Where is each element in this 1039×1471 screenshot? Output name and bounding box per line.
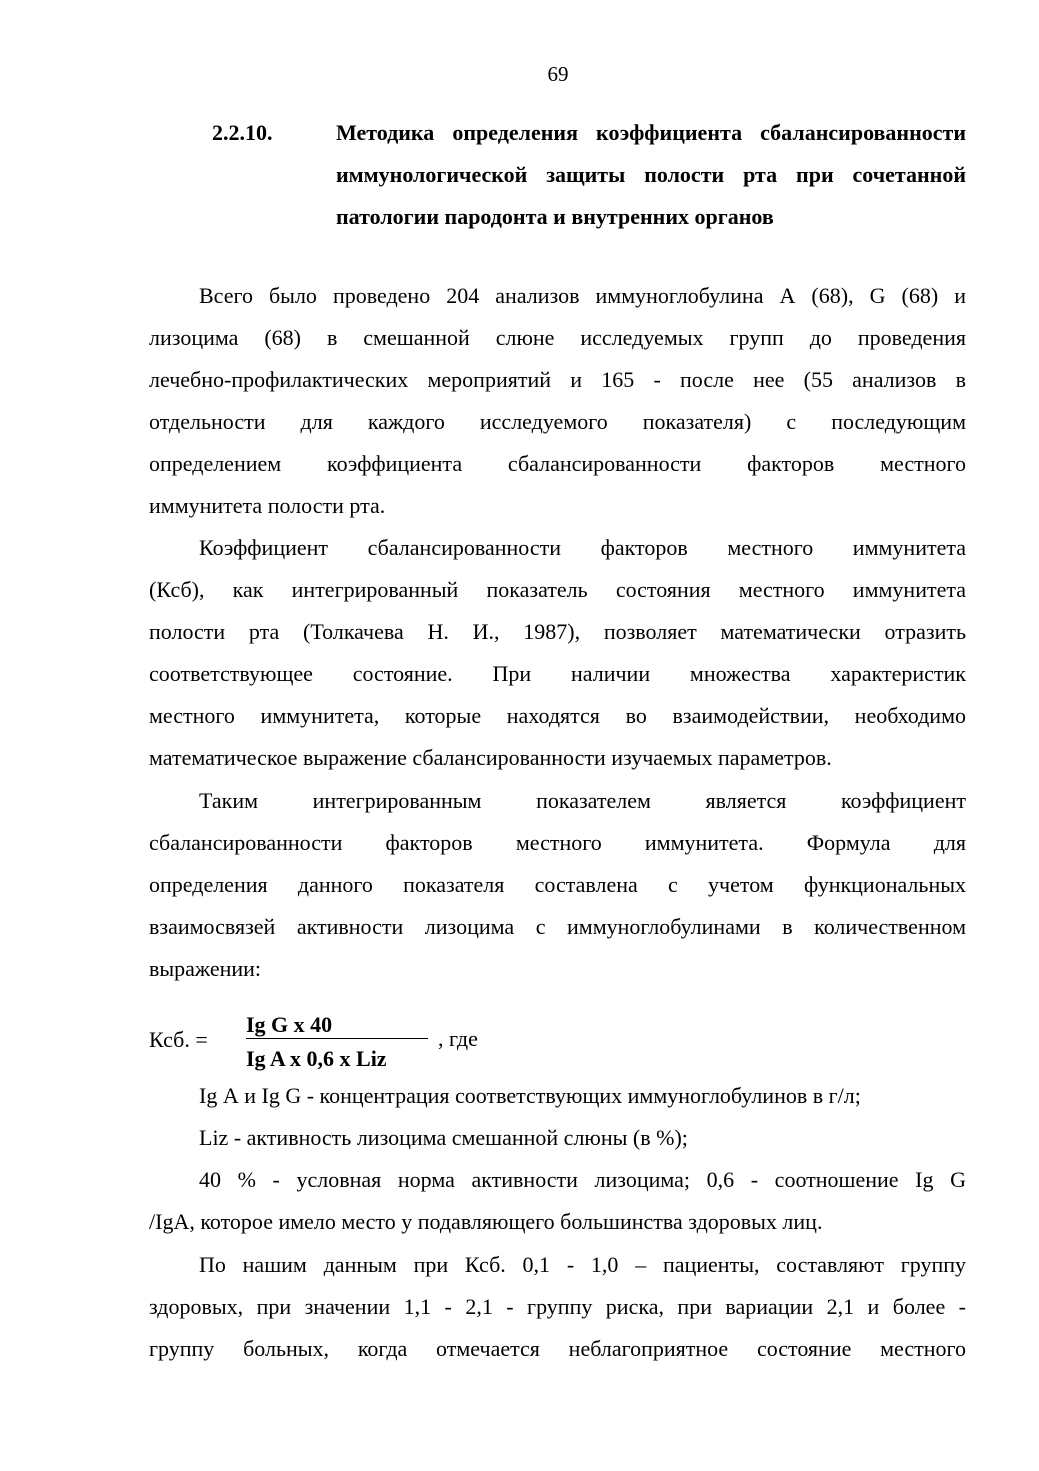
text-line: выражении: [149,956,262,981]
fraction-bar [246,1038,428,1039]
text-line: группу больных, когда отмечается неблагоприятное состояние местного [149,1336,966,1361]
definition-line: Liz - активность лизоцима смешанной слюны (в %); [199,1125,688,1150]
text-line: 40 % - условная норма активности лизоцима; 0,6 - соотношение Ig G [199,1167,966,1192]
text-line: полости рта (Толкачева Н. И., 1987), позволяет математически отразить [149,619,966,644]
text-line: Коэффициент сбалансированности факторов местного иммунитета [199,535,966,560]
text-line: Всего было проведено 204 анализов иммуноглобулина А (68), G (68) и [199,283,966,308]
text-line: иммунитета полости рта. [149,493,386,518]
formula-suffix: , где [438,1026,478,1051]
text-line: По нашим данным при Ксб. 0,1 - 1,0 – пациенты, составляют группу [199,1252,966,1277]
formula-numerator: Ig G x 40 [246,1012,333,1037]
text-line: математическое выражение сбалансированности изучаемых параметров. [149,745,832,770]
text-line: (Ксб), как интегрированный показатель состояния местного иммунитета [149,577,966,602]
text-line: определения данного показателя составлена с учетом функциональных [149,872,966,897]
text-line: здоровых, при значении 1,1 - 2,1 - группу риска, при вариации 2,1 и более - [149,1294,966,1319]
text-line: Таким интегрированным показателем является коэффициент [199,788,966,813]
text-line: лечебно-профилактических мероприятий и 165 - после нее (55 анализов в [149,367,966,392]
section-title: Методика определения коэффициента сбалансированности иммунологической защиты полости рта при сочетанной патологии пародонта и внутренних органов [336,120,966,229]
text-line: взаимосвязей активности лизоцима с иммуноглобулинами в количественном [149,914,966,939]
text-line: /IgA, которое имело место у подавляющего большинства здоровых лиц. [149,1209,823,1234]
formula-label: Ксб. = [149,1027,208,1052]
text-line: определением коэффициента сбалансированности факторов местного [149,451,966,476]
text-line: лизоцима (68) в смешанной слюне исследуемых групп до проведения [149,325,966,350]
text-line: соответствующее состояние. При наличии множества характеристик [149,661,966,686]
formula-denominator: Ig A x 0,6 x Liz [246,1046,387,1071]
text-line: отдельности для каждого исследуемого показателя) с последующим [149,409,966,434]
section-number: 2.2.10. [212,120,273,145]
text-line: местного иммунитета, которые находятся во взаимодействии, необходимо [149,703,966,728]
page-number: 69 [547,62,569,86]
text-line: сбалансированности факторов местного иммунитета. Формула для [149,830,966,855]
definition-line: Ig А и Ig G - концентрация соответствующих иммуноглобулинов в г/л; [199,1083,861,1108]
